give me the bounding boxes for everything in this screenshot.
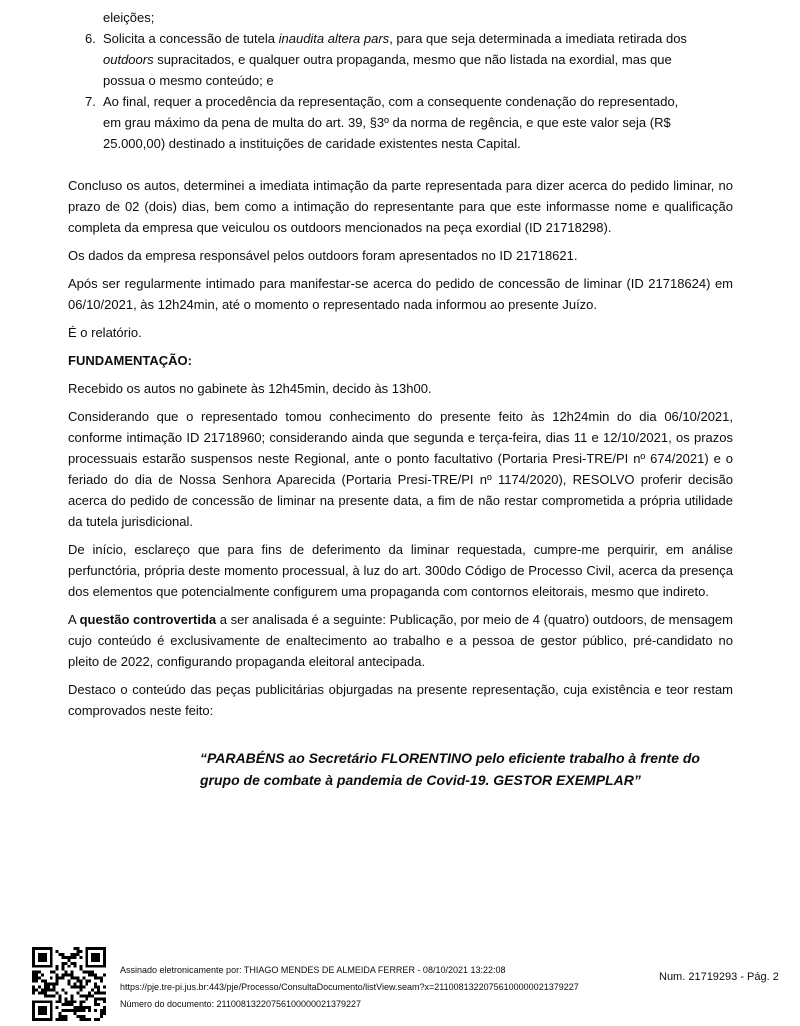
document-verification-link[interactable]: https://pje.tre-pi.jus.br:443/pje/Processo/ConsultaDocumento/listView.seam?x=21100813220756100000021379227 bbox=[120, 982, 579, 992]
text-segment: Destaco o conteúdo das peças publicitárias objurgadas na presente representação, cuja existência e teor restam comprovados neste feito: bbox=[68, 682, 733, 718]
paragraph bbox=[68, 609, 733, 672]
text-segment: Considerando que o representado tomou conhecimento do presente feito às 12h24min do dia 06/10/2021, conforme intimação ID 21718960; considerando ainda que segunda e terça-feira, dias 11 e 12/10/2021, os prazos processuais estarão suspensos neste Regional, ante o ponto facultativo (Portaria Presi-TRE/PI nº 674/2021) e o feriado do dia de Nossa Senhora Aparecida (Portaria Presi-TRE/PI nº 1174/2020), RESOLVO proferir decisão acerca do pedido de concessão de liminar na presente data, a fim de não restar comprometida a própria utilidade da tutela jurisdicional. bbox=[68, 409, 733, 529]
document-body bbox=[68, 7, 733, 791]
paragraph bbox=[68, 273, 733, 315]
text-segment: inaudita altera pars bbox=[278, 31, 390, 46]
list-item-text bbox=[103, 91, 691, 154]
text-segment: A bbox=[68, 612, 80, 627]
text-segment: “PARABÉNS ao Secretário FLORENTINO pelo eficiente trabalho à frente do grupo de combate à pandemia de Covid-19. GESTOR EXEMPLAR” bbox=[200, 750, 700, 788]
paragraph bbox=[68, 245, 733, 266]
text-segment: É o relatório. bbox=[68, 325, 142, 340]
page-number-ref: Num. 21719293 - Pág. 2 bbox=[659, 971, 779, 983]
list-continuation-text bbox=[103, 7, 733, 28]
qr-code-icon bbox=[32, 947, 106, 1021]
paragraph bbox=[68, 539, 733, 602]
paragraph bbox=[68, 350, 733, 371]
text-segment: supracitados, e qualquer outra propaganda, mesmo que não listada na exordial, mas que possua o mesmo conteúdo; e bbox=[103, 52, 672, 88]
list-item-text bbox=[103, 28, 691, 91]
quote-block bbox=[200, 748, 700, 791]
text-segment: , para que seja determinada a imediata retirada dos bbox=[389, 31, 687, 46]
paragraph bbox=[68, 378, 733, 399]
list-item-number: 7. bbox=[85, 94, 96, 109]
text-segment: Solicita a concessão de tutela bbox=[103, 31, 279, 46]
text-segment: Concluso os autos, determinei a imediata intimação da parte representada para dizer acerca do pedido liminar, no prazo de 02 (dois) dias, bem como a intimação do representante para que este informasse nome e qualificação completa da empresa que veiculou os outdoors mencionados na peça exordial (ID 21718298). bbox=[68, 178, 733, 235]
paragraph bbox=[68, 406, 733, 532]
text-segment: eleições; bbox=[103, 10, 155, 25]
signature-line: Assinado eletronicamente por: THIAGO MENDES DE ALMEIDA FERRER - 08/10/2021 13:22:08 bbox=[120, 965, 506, 975]
text-segment: a ser analisada é a seguinte: Publicação, por meio de 4 (quatro) outdoors, de mensagem cujo conteúdo é exclusivamente de enaltecimento ao trabalho e a pessoa de gestor público, pré-candidato no pleito de 2022, configurando propaganda eleitoral antecipada. bbox=[68, 612, 733, 669]
text-segment: Os dados da empresa responsável pelos outdoors foram apresentados no ID 21718621. bbox=[68, 248, 578, 263]
paragraph bbox=[68, 175, 733, 238]
text-segment: outdoors bbox=[103, 52, 154, 67]
paragraph bbox=[68, 322, 733, 343]
text-segment: FUNDAMENTAÇÃO: bbox=[68, 353, 192, 368]
list-item bbox=[85, 91, 733, 154]
text-segment: Após ser regularmente intimado para manifestar-se acerca do pedido de concessão de liminar (ID 21718624) em 06/10/2021, às 12h24min, até o momento o representado nada informou ao presente Juízo. bbox=[68, 276, 733, 312]
list-item-number: 6. bbox=[85, 31, 96, 46]
document-number-line: Número do documento: 21100813220756100000021379227 bbox=[120, 999, 362, 1009]
text-segment: Recebido os autos no gabinete às 12h45min, decido às 13h00. bbox=[68, 381, 432, 396]
text-segment: Ao final, requer a procedência da representação, com a consequente condenação do representado, em grau máximo da pena de multa do art. 39, §3º da norma de regência, e que este valor seja (R$ 25.000,00) destinado a instituições de caridade existentes nesta Capital. bbox=[103, 94, 679, 151]
list-item bbox=[85, 28, 733, 91]
text-segment: questão controvertida bbox=[79, 612, 217, 627]
paragraph bbox=[68, 679, 733, 721]
text-segment: De início, esclareço que para fins de deferimento da liminar requestada, cumpre-me perquirir, em análise perfunctória, própria deste momento processual, à luz do art. 300do Código de Processo Civil, acerca da presença dos elementos que potencialmente configurem uma propaganda com contornos eleitorais, mesmo que indireto. bbox=[68, 542, 733, 599]
signature-block bbox=[120, 962, 579, 1013]
